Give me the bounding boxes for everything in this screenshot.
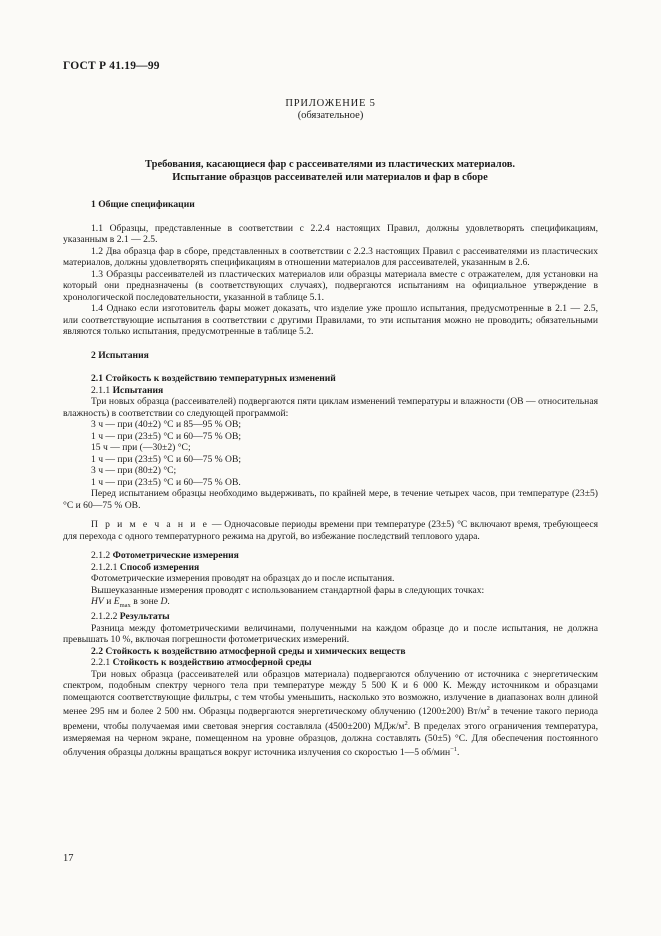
section-2-2-heading: 2.2 Стойкость к воздействию атмосферной среды и химических веществ <box>91 645 406 657</box>
paragraph-1-3: 1.3 Образцы рассеивателей из пластических материалов или образцы материала вместе с отражателем, для установки на который они предназначены (в соответствующих случаях), подвергаются испытаниям на официальное утверждение в хронологической последовательности, указанной в таблице 5.1. <box>63 268 598 303</box>
superscript: −1 <box>450 746 458 754</box>
section-number: 2.1.2.2 <box>91 611 118 623</box>
section-2-1-2-2-heading <box>63 611 598 623</box>
paragraph-2-1-1: Три новых образца (рассеивателей) подвергаются пяти циклам изменений температуры и влажности (ОВ — относительная влажность) в соответствии со следующей программой: <box>63 396 598 419</box>
text-fragment: в течение такого периода времени, чтобы получаемая ими световая энергия составляла (4500±200) МДж/м <box>63 706 598 733</box>
zone-d: D <box>160 596 168 607</box>
section-1-heading: 1 Общие спецификации <box>91 199 195 210</box>
note-label: П р и м е ч а н и е <box>91 519 210 530</box>
paragraph-2-2-1 <box>63 669 598 759</box>
cycle-item: 3 ч — при (40±2) °С и 85—95 % ОВ; <box>91 419 242 430</box>
text-fragment: в зоне <box>130 596 161 607</box>
document-code: ГОСТ Р 41.19—99 <box>63 60 160 72</box>
section-number: 2.1.1 <box>91 384 111 396</box>
appendix-label: ПРИЛОЖЕНИЕ 5 <box>285 98 376 109</box>
appendix-heading <box>0 98 661 122</box>
point-e-subscript: max <box>119 601 131 609</box>
superscript: 2 <box>486 705 490 713</box>
measurement-points <box>63 596 598 611</box>
cycle-item: 3 ч — при (80±2) °С; <box>91 465 177 476</box>
point-hv: HV <box>91 596 104 607</box>
document-body <box>63 199 598 759</box>
cycle-item: 15 ч — при (—30±2) °С; <box>91 442 191 453</box>
document-title <box>60 158 600 184</box>
section-2-heading: 2 Испытания <box>91 349 149 361</box>
section-title: Фотометрические измерения <box>112 550 239 561</box>
section-2-2-1-heading <box>63 657 598 669</box>
section-2-1-2-heading <box>63 550 598 562</box>
text-fragment: и <box>103 596 114 607</box>
section-title: Способ измерения <box>119 561 200 573</box>
section-number: 2.2.1 <box>91 657 111 669</box>
section-2-1-heading: 2.1 Стойкость к воздействию температурных изменений <box>91 373 336 384</box>
cycle-item: 1 ч — при (23±5) °С и 60—75 % ОВ; <box>91 430 242 442</box>
note-paragraph <box>63 519 598 542</box>
section-number: 2.1.2 <box>91 550 111 561</box>
section-number: 2.1.2.1 <box>91 561 118 573</box>
title-line-1: Требования, касающиеся фар с рассеивателями из пластических материалов. <box>145 159 515 170</box>
section-title: Результаты <box>119 611 170 623</box>
paragraph-before-test: Перед испытанием образцы необходимо выдерживать, по крайней мере, в течение четырех часов, при температуре (23±5) °С и 60—75 % ОВ. <box>63 488 598 511</box>
text-fragment: . <box>167 596 170 607</box>
cycle-item: 1 ч — при (23±5) °С и 60—75 % ОВ. <box>91 476 241 488</box>
title-line-2: Испытание образцов рассеивателей или материалов и фар в сборе <box>172 172 488 183</box>
page-number: 17 <box>63 853 74 864</box>
section-title: Стойкость к воздействию атмосферной среды <box>112 657 312 669</box>
appendix-note: (обязательное) <box>297 110 364 121</box>
text-fragment: . В пределах этого ограничения температура, измеряемая на черном экране, помещенном на уровне образцов, должна составлять (50±5) °С. Для обеспечения постоянного облучения образцы должны вращаться вокруг источника излучения со скоростью 1—5 об/мин <box>63 721 598 759</box>
cycle-item: 1 ч — при (23±5) °С и 60—75 % ОВ; <box>91 453 242 465</box>
section-2-1-1-heading <box>63 385 598 397</box>
paragraph-1-4: 1.4 Однако если изготовитель фары может доказать, что изделие уже прошло испытания, предусмотренные в 2.1 — 2.5, или соответствующие испытания в соответствии с другими Правилами, то эти испытания можно не проводить; обязательными являются только испытания, предусмотренные в таблице 5.2. <box>63 303 598 337</box>
paragraph-1-1: 1.1 Образцы, представленные в соответствии с 2.2.4 настоящих Правил, должны удовлетворять спецификациям, указанным в 2.1 — 2.5. <box>63 222 598 245</box>
section-title: Испытания <box>112 384 164 396</box>
paragraph-1-2: 1.2 Два образца фар в сборе, представленных в соответствии с 2.2.3 настоящих Правил с рассеивателями из пластических материалов, должны удовлетворять спецификациям в отношении материалов для рассеивателей, указанным в 2.6. <box>63 245 598 268</box>
paragraph-2-1-2-1-b: Вышеуказанные измерения проводят с использованием стандартной фары в следующих точках: <box>91 584 485 596</box>
paragraph-2-1-2-1-a: Фотометрические измерения проводят на образцах до и после испытания. <box>91 573 395 584</box>
superscript: 2 <box>404 720 408 728</box>
section-2-1-2-1-heading <box>63 562 598 574</box>
paragraph-2-1-2-2: Разница между фотометрическими величинами, полученными на каждом образце до и после испытания, не должна превышать 10 %, включая погрешности фотометрических измерений. <box>63 622 598 646</box>
text-fragment: Три новых образца (рассеивателей или образцов материала) подвергаются облучению от источника с энергетическим спектром, подобным спектру черного тела при температуре между 5 500 К и 6 000 К. Между источником и образцами помещаются соответствующие фильтры, с тем чтобы уменьшить, насколько это возможно, излучение в диапазонах волн длиной менее 295 нм и более 2 500 нм. Образцы подвергаются энергетическому облучению (1200±200) Вт/м <box>63 668 598 718</box>
text-fragment: . <box>457 747 460 759</box>
point-e: E <box>113 596 120 607</box>
note-text: — Одночасовые периоды времени при температуре (23±5) °С включают время, требующееся для перехода с одного температурного режима на другой, во избежание последствий теплового удара. <box>63 519 598 542</box>
